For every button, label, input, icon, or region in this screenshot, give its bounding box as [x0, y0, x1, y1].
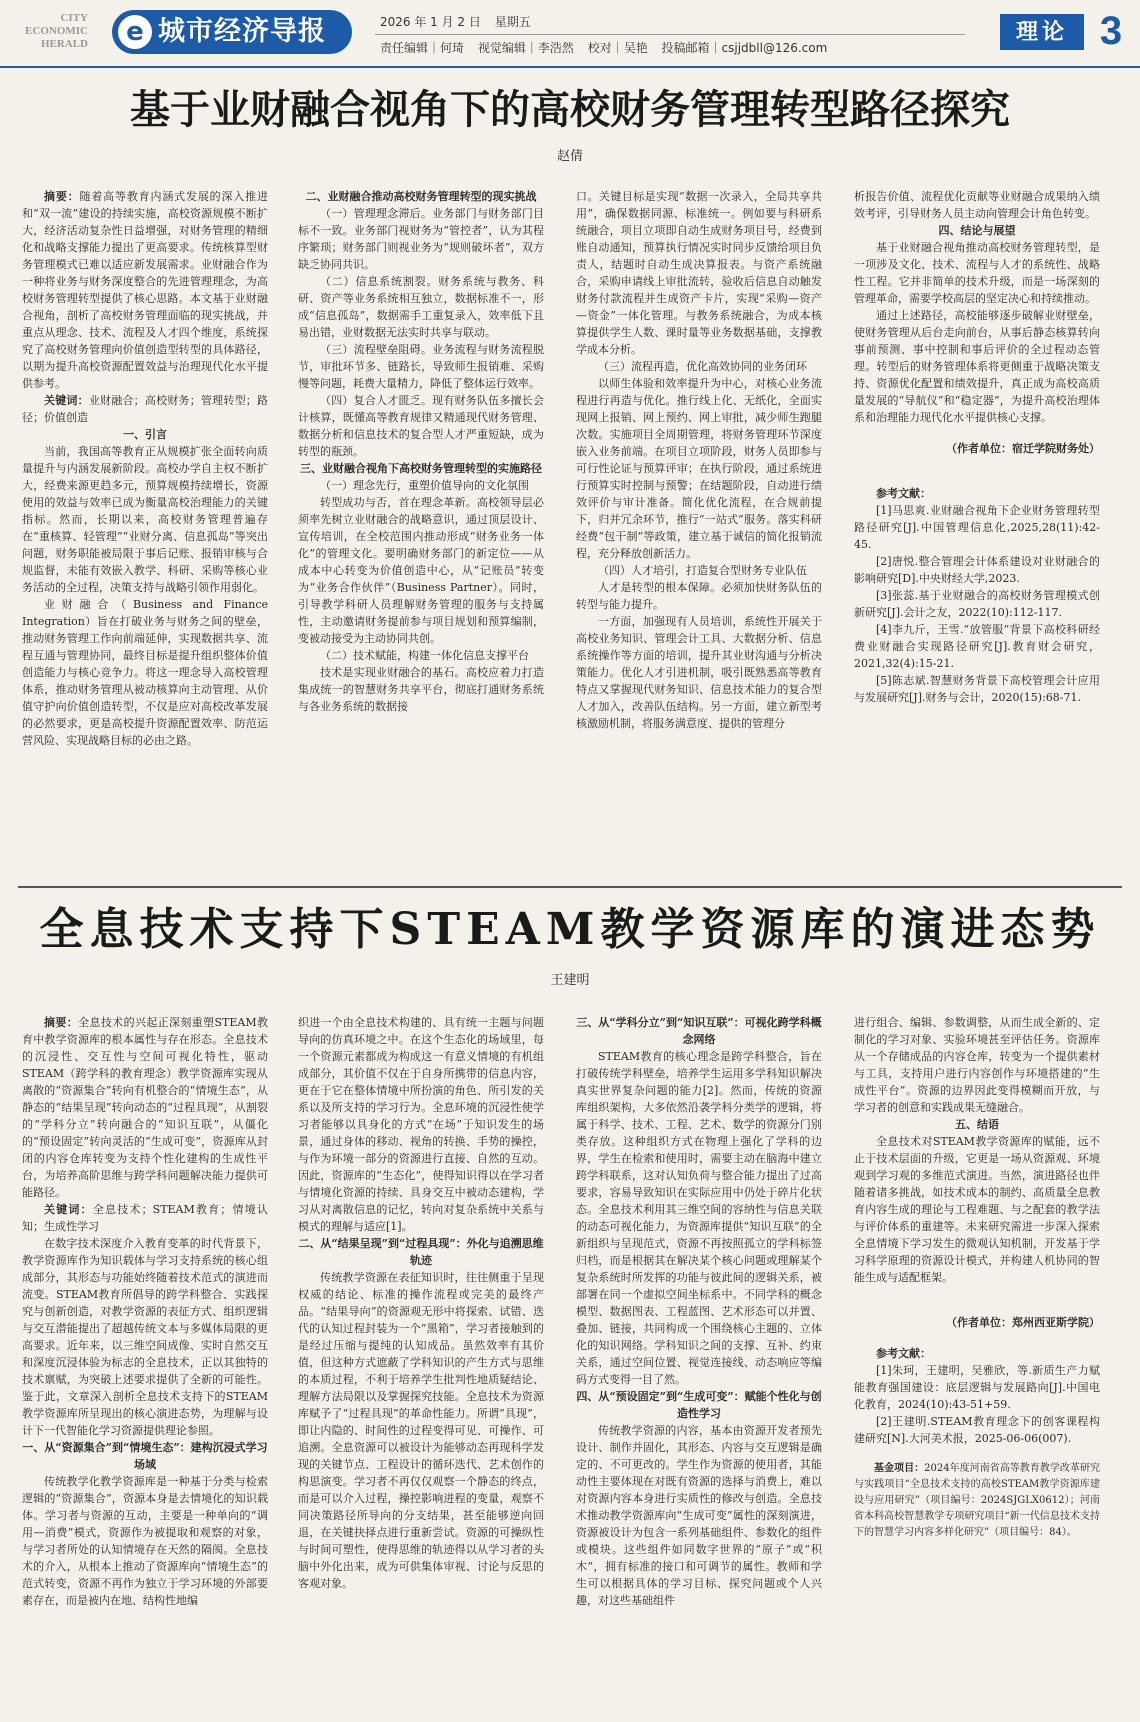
paragraph-lead: 关键词：	[44, 1203, 93, 1216]
paragraph-text: 全息技术的兴起正深刻重塑STEAM教育中教学资源库的根本属性与存在形态。全息技术的沉浸性、交互性与空间可视化特性，驱动STEAM（跨学科的教育理念）教学资源库实现从离散的“资源集合”转向有机整合的“情境生态”，从静态的“结果呈现”转向动态的“过程具现”，从割裂的“学科分立”转向融合的“知识互联”，从僵化的“预设固定”转向灵活的“生成可变”，资源库从封闭的内容仓库转变为支持个性化建构的生成性平台，为培养高阶思维与跨学科问题解决能力提供可能路径。	[22, 1016, 268, 1199]
section-heading	[298, 460, 544, 477]
abstract-paragraph	[22, 392, 268, 426]
article2-column-3	[576, 1014, 822, 1714]
article-divider	[18, 886, 1122, 888]
reference-item	[854, 1362, 1100, 1413]
abstract-paragraph	[22, 1201, 268, 1235]
spacer	[854, 1331, 1100, 1345]
paragraph-text: 口。关键目标是实现“数据一次录入，全局共享共用”，确保数据同源、标准统一。例如要与科研系统融合，项目立项即自动生成财务项目号，经费到账自动通知，预算执行情况实时同步反馈给项目负责人，结题时自动生成决算报表。与资产系统融合，采购申请线上审批流转，验收后信息自动触发财务付款流程并生成资产卡片，实现“采购—资产—资金”一体化管理。与教务系统融合，为成本核算提供学生人数、课时量等业务数据基础，支撑教学成本分析。	[576, 190, 822, 356]
masthead-rule	[375, 34, 965, 35]
section-heading	[22, 1439, 268, 1473]
section-heading	[22, 426, 268, 443]
paragraph-text: 传统教学资源在表征知识时，往往侧重于呈现权威的结论、标准的操作流程或完美的最终产品。“结果导向”的资源观无形中将探索、试错、迭代的认知过程封装为一个“黑箱”，学习者接触到的是经过压缩与提纯的认知成品。虽然效率有其价值，但这种方式遮蔽了学科知识的产生方式与思维的本质过程，不利于培养学生批判性地质疑结论、理解方法局限以及掌握探究技能。全息技术为资源库赋予了“过程具现”的革命性能力。所谓“具现”，即让内隐的、时间性的过程变得可见、可操作、可追溯。全息资源可以被设计为能够动态再现科学发现的关键节点、工程设计的循环迭代、艺术创作的构思演变。学习者不再仅仅观察一个静态的终点，而是可以介入过程，操控影响进程的变量，观察不同决策路径所导向的分支结果，甚至能够逆向回退，在关键抉择点进行重新尝试。资源的可操纵性与时间可塑性，使得思维的轨迹得以从学习者的头脑中外化出来，成为可供集体审视、讨论与反思的客观对象。	[298, 1271, 544, 1590]
paragraph-text: [3]张蕊.基于业财融合的高校财务管理模式创新研究[J].会计之友，2022(10):112-117.	[854, 589, 1100, 619]
body-paragraph	[298, 1269, 544, 1592]
spacer	[854, 426, 1100, 440]
paragraph-text: 全息技术对STEAM教学资源库的赋能，远不止于技术层面的升级，它更是一场从资源观、环境观到学习观的多维范式演进。当然，演进路径也伴随着诸多挑战，如技术成本的制约、高质量全息教育内容生成的理论与工程难题、与之配套的教学法与评价体系的重建等。未来研究需进一步深入探索全息情境下学习发生的微观认知机制，开发基于学习科学原理的资源设计模式，并构建人机协同的智能生成与适配框架。	[854, 1135, 1100, 1284]
reference-item	[854, 1413, 1100, 1447]
paragraph-text: 一、从“资源集合”到“情境生态”：建构沉浸式学习场域	[22, 1441, 268, 1471]
article1-author: 赵倩	[556, 149, 583, 164]
body-paragraph	[576, 358, 822, 375]
article2-column-4	[854, 1014, 1100, 1714]
reference-item	[854, 502, 1100, 553]
issue-date: 2026 年 1 月 2 日	[380, 15, 481, 29]
paragraph-text: 织进一个由全息技术构建的、具有统一主题与问题导向的仿真环境之中。在这个生态化的场域里，每一个资源元素都成为构成这一有意义情境的有机组成部分，其价值不仅在于自身所携带的信息内容，更在于它在整体情境中所扮演的角色、所引发的关系以及所支持的学习行为。全息环境的沉浸性使学习者能够以具身化的方式“在场”于知识发生的场景，通过身体的移动、视角的转换、手势的操控，与作为环境一部分的资源进行直接、自然的互动。因此，资源库的“生态化”，使得知识得以在学习者与情境化资源的持续、具身交互中被动态建构，学习从对离散信息的记忆，转向对复杂系统中关系与模式的理解与适应[1]。	[298, 1016, 544, 1233]
paragraph-text: 人才是转型的根本保障。必须加快财务队伍的转型与能力提升。	[576, 581, 822, 611]
body-paragraph	[854, 1014, 1100, 1116]
paragraph-text: 随着高等教育内涵式发展的深入推进和“双一流”建设的持续实施，高校资源规模不断扩大，经济活动复杂性日益增强，对财务管理的精细化和战略支撑能力提出了更高要求。传统核算型财务管理模式已难以适应新发展需求。业财融合作为一种将业务与财务深度整合的先进管理理念，为高校财务管理转型提供了核心思路。本文基于业财融合视角，剖析了高校财务管理面临的现实挑战，并重点从理念、技术、流程及人才四个维度，系统探究了高校财务管理向价值创造型转型的具体路径，以期为提升高校资源配置效益与治理现代化水平提供参考。	[22, 190, 268, 390]
credit-email: 投稿邮箱｜csjjdbll@126.com	[661, 41, 828, 55]
article1-column-1	[22, 188, 268, 878]
body-paragraph	[576, 1422, 822, 1609]
article1-column-3	[576, 188, 822, 878]
paragraph-lead: 摘要：	[44, 190, 80, 203]
spacer	[854, 471, 1100, 485]
paragraph-text: 2024年度河南省高等教育教学改革研究与实践项目“全息技术支持的高校STEAM教学资源库建设与应用研究”（项目编号：2024SJGLX0612）；河南省本科高校智慧教学专项研究项目“新一代信息技术支持下的智慧学习内容多样化研究”（项目编号：84）。	[854, 1463, 1100, 1538]
body-paragraph	[576, 1048, 822, 1388]
article1-title: 基于业财融合视角下的高校财务管理转型路径探究	[130, 86, 1010, 133]
credit-editor: 责任编辑｜何琦	[380, 41, 465, 55]
paragraph-text: （一）理念先行，重塑价值导向的文化氛围	[320, 479, 529, 492]
body-paragraph	[298, 341, 544, 392]
paragraph-text: 参考文献：	[876, 1347, 931, 1360]
paragraph-text: [1]马思爽.业财融合视角下企业财务管理转型路径研究[J].中国管理信息化,2025,28(11):42-45.	[854, 504, 1100, 551]
page-number: 3	[1099, 9, 1123, 53]
paragraph-text: （作者单位：宿迁学院财务处）	[946, 442, 1100, 455]
body-paragraph	[576, 613, 822, 732]
credit-visual: 视觉编辑｜李浩然	[477, 41, 574, 55]
paragraph-text: （三）流程壁垒阻碍。业务流程与财务流程脱节，审批环节多、链路长，导致师生报销难、采购慢等问题，耗费大量精力，降低了整体运行效率。	[298, 343, 544, 390]
issue-weekday: 星期五	[494, 15, 531, 29]
body-paragraph	[576, 375, 822, 562]
paragraph-text: （四）复合人才匮乏。现有财务队伍多擅长会计核算，既懂高等教育规律又精通现代财务管理、数据分析和信息技术的复合型人才严重短缺，成为转型的瓶颈。	[298, 394, 544, 458]
body-paragraph	[298, 205, 544, 273]
section-heading	[298, 188, 544, 205]
body-paragraph	[298, 494, 544, 647]
body-paragraph	[854, 307, 1100, 426]
paragraph-text: STEAM教育的核心理念是跨学科整合，旨在打破传统学科壁垒，培养学生运用多学科知识解决真实世界复杂问题的能力[2]。然而，传统的资源库组织架构，大多依然沿袭学科分类学的逻辑，将属于科学、技术、工程、艺术、数学的资源分门别类存放。这种组织方式在物理上强化了学科的边界，学生在检索和使用时，需要主动在脑海中建立跨学科联系，这对认知负荷与整合能力提出了过高要求，容易导致知识在实际应用中仍处于碎片化状态。全息技术利用其三维空间的容纳性与信息关联的动态可视化能力，为资源库提供“知识互联”的全新组织与呈现范式，资源不再按照孤立的学科标签归档，而是根据其在解决某个核心问题或理解某个复杂系统时所发挥的功能与彼此间的逻辑关系，被部署在同一个虚拟空间坐标系中。不同学科的概念模型、数据图表、工程蓝图、艺术形态可以并置、叠加、链接，共同构成一个围绕核心主题的、立体化的知识网络。学科知识之间的支撑、互补、约束关系，通过空间位置、视觉连接线、动态响应等编码方式变得一目了然。	[576, 1050, 822, 1386]
body-paragraph	[298, 477, 544, 494]
paragraph-text: （三）流程再造，优化高效协同的业务闭环	[598, 360, 807, 373]
section-heading	[854, 1116, 1100, 1133]
article2-column-2	[298, 1014, 544, 1714]
paragraph-text: 一方面，加强现有人员培训，系统性开展关于高校业务知识、管理会计工具、大数据分析、信息系统操作等方面的培训，提升其业财沟通与分析决策能力。优化人才引进机制，吸引既熟悉高等教育特点又掌握现代财务知识、信息技术能力的复合型人才加入，改善队伍结构。另一方面，建立新型考核激励机制，将服务满意度、提供的管理分	[576, 615, 822, 730]
paragraph-text: 四、从“预设固定”到“生成可变”：赋能个性化与创造性学习	[576, 1390, 822, 1420]
paragraph-text: 析报告价值、流程优化贡献等业财融合成果纳入绩效考评，引导财务人员主动向管理会计角色转变。	[854, 190, 1100, 220]
issue-date-line	[380, 14, 541, 30]
paragraph-text: 进行组合、编辑、参数调整，从而生成全新的、定制化的学习对象、实验环境甚至评估任务。资源库从一个存储成品的内容仓库，转变为一个提供素材与工具，支持用户进行内容创作与环境搭建的“生成性平台”。资源的边界因此变得模糊而开放，与学习者的创意和实践成果无缝融合。	[854, 1016, 1100, 1114]
author-affiliation	[854, 1314, 1100, 1331]
reference-item	[854, 587, 1100, 621]
paragraph-text: （作者单位：郑州西亚斯学院）	[946, 1316, 1100, 1329]
paragraph-text: [2]唐悦.整合管理会计体系建设对业财融合的影响研究[D].中央财经大学,2023.	[854, 555, 1100, 585]
funding-note	[854, 1461, 1100, 1541]
reference-item	[854, 672, 1100, 706]
body-paragraph	[22, 1473, 268, 1609]
spacer	[854, 1447, 1100, 1461]
paragraph-text: [4]李九斤，王雪.“放管服”背景下高校科研经费业财融合实现路径研究[J].教育财会研究，2021,32(4):15-21.	[854, 623, 1100, 670]
paragraph-text: 在数字技术深度介入教育变革的时代背景下，教学资源库作为知识载体与学习支持系统的核心组成部分，其形态与功能始终随着技术范式的演进而流变。STEAM教育所倡导的跨学科整合、实践探究与创新创造，对教学资源的表征方式、组织逻辑与交互潜能提出了超越传统文本与多媒体局限的更高要求。近年来，以三维空间成像、实时自然交互和深度沉浸体验为标志的全息技术，正以其独特的技术禀赋，为突破上述要求提供了全新的可能性。鉴于此，文章深入剖析全息技术支持下的STEAM教学资源库所呈现出的核心演进态势，为理解与设计下一代智能化学习资源提供理论参照。	[22, 1237, 268, 1437]
paragraph-text: 业财融合；高校财务；管理转型；路径；价值创造	[22, 394, 268, 424]
abstract-paragraph	[22, 188, 268, 392]
body-paragraph	[576, 579, 822, 613]
body-paragraph	[298, 664, 544, 715]
body-paragraph	[298, 1014, 544, 1235]
paragraph-text: 传统教学资源的内容，基本由资源开发者预先设计、制作并固化，其形态、内容与交互逻辑是确定的、不可更改的。学生作为资源的使用者，其能动性主要体现在对既有资源的选择与消费上，难以对资源内容本身进行实质性的修改与创造。全息技术推动教学资源库向“生成可变”属性的深刻演进，资源被设计为包含一系列基础组件、参数化的组件或模块。这些组件如同数字世界的“原子”或“积木”，拥有标准的接口和可调节的属性。教师和学生可以根据具体的学习目标、探究问题或个人兴趣，对这些基础组件	[576, 1424, 822, 1607]
paragraph-text: 全息技术；STEAM教育；情境认知；生成性学习	[22, 1203, 268, 1233]
body-paragraph	[22, 596, 268, 749]
references-heading	[854, 485, 1100, 502]
body-paragraph	[298, 392, 544, 460]
paragraph-text: 二、业财融合推动高校财务管理转型的现实挑战	[305, 190, 537, 203]
paragraph-text: 转型成功与否，首在理念革新。高校领导层必须率先树立业财融合的战略意识，通过顶层设计、宣传培训，在全校范围内推动形成“财务业务一体化”的管理文化。要明确财务部门的新定位——从成本中心转变为价值创造中心，从“记账员”转变为“业务合作伙伴”（Business Partner）。同时，引导教学科研人员理解财务管理的服务与支持属性，主动邀请财务提前参与项目规划和预算编制，变被动接受为主动协同共创。	[298, 496, 544, 645]
body-paragraph	[22, 443, 268, 596]
author-affiliation	[854, 440, 1100, 457]
body-paragraph	[22, 1235, 268, 1439]
paragraph-text: （一）管理理念滞后。业务部门与财务部门目标不一致。业务部门视财务为“管控者”，认为其程序繁琐；财务部门则视业务为“规则破坏者”，双方缺乏协同共识。	[298, 207, 544, 271]
paragraph-text: 一、引言	[123, 428, 167, 441]
body-paragraph	[298, 647, 544, 664]
paragraph-text: 技术是实现业财融合的基石。高校应着力打造集成统一的智慧财务共享平台，彻底打通财务系统与各业务系统的数据接	[298, 666, 544, 713]
paragraph-lead: 基金项目：	[874, 1463, 925, 1474]
paragraph-text: （二）信息系统割裂。财务系统与教务、科研、资产等业务系统相互独立，数据标准不一，形成“信息孤岛”，数据需手工重复录入，效率低下且易出错，业财数据无法实时共享与联动。	[298, 275, 544, 339]
body-paragraph	[576, 562, 822, 579]
article2-title: 全息技术支持下STEAM教学资源库的演进态势	[39, 904, 1101, 955]
paragraph-text: 二、从“结果呈现”到“过程具现”：外化与追溯思维轨迹	[298, 1237, 544, 1267]
article2-author: 王建明	[550, 973, 590, 988]
article2-column-1	[22, 1014, 268, 1714]
paragraph-text: 当前，我国高等教育正从规模扩张全面转向质量提升与内涵发展新阶段。高校办学自主权不断扩大，经费来源更趋多元，预算规模持续增长，资源使用的效益与效率已成为衡量高校治理能力的关键指标。然而，长期以来，高校财务管理普遍存在“重核算、轻管理”“业财分离、信息孤岛”等突出问题，财务职能被局限于事后记账、报销审核与合规监督，未能有效嵌入教学、科研、采购等核心业务活动的全过程，决策支持与战略引领作用弱化。	[22, 445, 268, 594]
masthead-english-name: CITY ECONOMIC HERALD	[25, 12, 88, 50]
article1-column-2	[298, 188, 544, 878]
reference-item	[854, 553, 1100, 587]
paragraph-text: [2]王建明.STEAM教育理念下的创客课程构建研究[N].大河美术报，2025-06-06(007).	[854, 1415, 1100, 1445]
paragraph-text: 通过上述路径，高校能够逐步破解业财壁垒，使财务管理从后台走向前台，从事后静态核算转向事前预测、事中控制和事后评价的全过程动态管理。转型后的财务管理体系将更侧重于战略决策支持、资源优化配置和绩效提升，真正成为高校高质量发展的“导航仪”和“稳定器”，为提升高校治理体系和治理能力现代化水平提供核心支撑。	[854, 309, 1100, 424]
abstract-paragraph	[22, 1014, 268, 1201]
paragraph-text: 基于业财融合视角推动高校财务管理转型，是一项涉及文化、技术、流程与人才的系统性、战略性工程。它并非简单的技术升级，而是一场深刻的管理革命，需要学校高层的坚定决心和持续推动。	[854, 241, 1100, 305]
paragraph-text: （二）技术赋能，构建一体化信息支撑平台	[320, 649, 529, 662]
header-rule	[0, 66, 1140, 68]
section-heading	[576, 1388, 822, 1422]
section-heading	[298, 1235, 544, 1269]
section-heading	[854, 222, 1100, 239]
paragraph-text: 四、结论与展望	[938, 224, 1016, 237]
credits-line	[380, 40, 837, 56]
masthead	[0, 0, 1140, 62]
body-paragraph	[854, 1133, 1100, 1286]
body-paragraph	[854, 239, 1100, 307]
spacer	[854, 1300, 1100, 1314]
reference-item	[854, 621, 1100, 672]
spacer	[854, 457, 1100, 471]
paragraph-text: 三、从“学科分立”到“知识互联”：可视化跨学科概念网络	[576, 1016, 822, 1046]
paragraph-text: 参考文献：	[876, 487, 931, 500]
section-label: 理论	[1000, 14, 1084, 50]
references-heading	[854, 1345, 1100, 1362]
paragraph-text: 业财融合（Business and Finance Integration）旨在打破业务与财务之间的壁垒，推动财务管理工作向前端延伸，实现数据共享、流程互通与管理协同，最终目标是提升组织整体价值创造能力与核心竞争力。将这一理念导入高校管理体系，推动财务管理从被动核算向主动管理、从价值守护向价值创造转型，不仅是应对高校改革发展的必然要求，更是高校提升资源配置效率、防范运营风险、实现战略目标的必由之路。	[22, 598, 268, 747]
paragraph-text: （四）人才培引，打造复合型财务专业队伍	[598, 564, 807, 577]
paragraph-text: 传统教学化教学资源库是一种基于分类与检索逻辑的“资源集合”，资源本身是去情境化的知识载体。学习者与资源的互动，主要是一种单向的“调用—消费”模式，资源作为被提取和观察的对象，与学习者所处的认知情境存在天然的隔阂。全息技术的介入，从根本上推动了资源库向“情境生态”的范式转变，资源不再作为独立于学习环境的外部要素存在，而是被内在地、结构性地编	[22, 1475, 268, 1607]
paragraph-text: 三、业财融合视角下高校财务管理转型的实施路径	[300, 462, 542, 475]
body-paragraph	[298, 273, 544, 341]
paragraph-text: 以师生体验和效率提升为中心，对核心业务流程进行再造与优化。推行线上化、无纸化，全面实现网上报销、网上预约、网上审批，减少师生跑腿次数。实施项目全周期管理，将财务管理环节深度嵌入业务前端。在项目立项阶段，财务人员即参与可行性论证与预算评审；在执行阶段，通过系统进行预算实时控制与预警；在结题阶段，自动进行绩效评价与审计准备。简化优化流程，在合规前提下，归并冗余环节，推行“一站式”服务。落实科研经费“包干制”等政策，建立基于诚信的简化报销流程，充分释放创新活力。	[576, 377, 822, 560]
article1-column-4	[854, 188, 1100, 878]
paragraph-lead: 关键词：	[44, 394, 89, 407]
paragraph-text: 五、结语	[955, 1118, 999, 1131]
newspaper-logo	[112, 10, 352, 54]
logo-e-icon: e	[118, 15, 152, 49]
body-paragraph	[854, 188, 1100, 222]
paragraph-text: [5]陈志斌.智慧财务背景下高校管理会计应用与发展研究[J].财务与会计，2020(15):68-71.	[854, 674, 1100, 704]
paragraph-lead: 摘要：	[44, 1016, 79, 1029]
paragraph-text: [1]朱珂，王建明，吴雅欣，等.新质生产力赋能教育强国建设：底层逻辑与发展路向[J].中国电化教育，2024(10):43-51+59.	[854, 1364, 1100, 1411]
body-paragraph	[576, 188, 822, 358]
spacer	[854, 1286, 1100, 1300]
section-heading	[576, 1014, 822, 1048]
paper-name: 城市经济导报	[158, 16, 326, 47]
credit-proof: 校对｜吴艳	[587, 41, 648, 55]
